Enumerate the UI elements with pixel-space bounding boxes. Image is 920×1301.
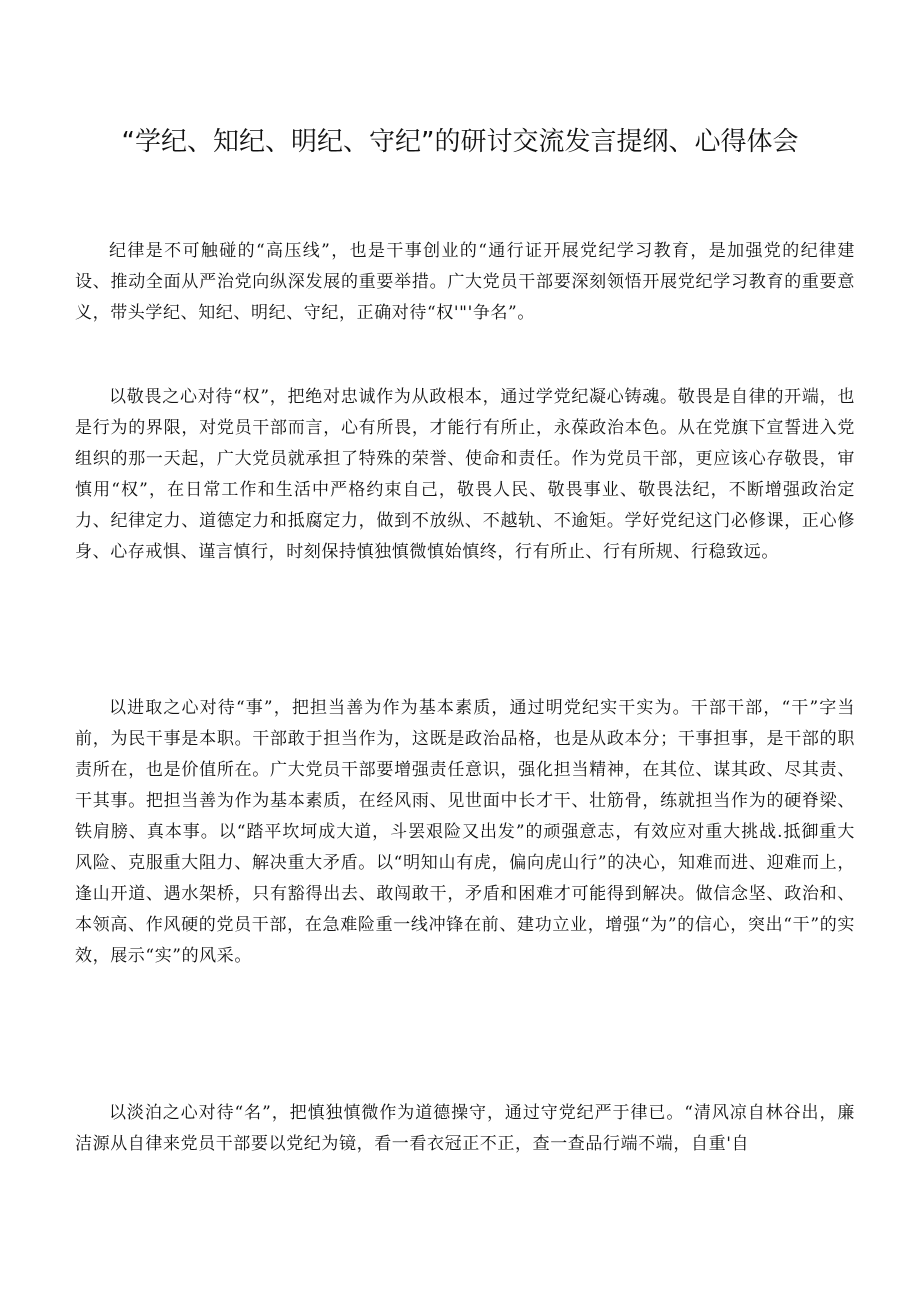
paragraph-fame: 以淡泊之心对待“名”，把慎独慎微作为道德操守，通过守党纪严于律已。“清风凉自林谷出，廉洁源从自律来党员干部要以党纪为镜，看一看衣冠正不正，查一查品行端不端，自重'自 bbox=[75, 1103, 855, 1154]
paragraph-power: 以敬畏之心对待“权”，把绝对忠诚作为从政根本，通过学党纪凝心铸魂。敬畏是自律的开端，也是行为的界限，对党员干部而言，心有所畏，才能行有所止，永葆政治本色。从在党旗下宣誓进入党组织的那一天起，广大党员就承担了特殊的荣誉、使命和责任。作为党员干部，更应该心存敬畏，审慎用“权”，在日常工作和生活中严格约束自己，敬畏人民、敬畏事业、敬畏法纪，不断增强政治定力、纪律定力、道德定力和抵腐定力，做到不放纵、不越轨、不逾矩。学好党纪这门必修课，正心修身、心存戒惧、谨言慎行，时刻保持慎独慎微慎始慎终，行有所止、行有所规、行稳致远。 bbox=[75, 387, 855, 562]
document-title: “学纪、知纪、明纪、守纪”的研讨交流发言提纲、心得体会 bbox=[121, 127, 799, 157]
paragraph-affairs: 以进取之心对待“事”，把担当善为作为基本素质，通过明党纪实干实为。干部干部，“干”字当前，为民干事是本职。干部敢于担当作为，这既是政治品格，也是从政本分；干事担事，是干部的职责所在，也是价值所在。广大党员干部要增强责任意识，强化担当精神，在其位、谋其政、尽其责、干其事。把担当善为作为基本素质，在经风雨、见世面中长才干、壮筋骨，练就担当作为的硬脊梁、铁肩膀、真本事。以“踏平坎坷成大道，斗罢艰险又出发”的顽强意志，有效应对重大挑战.抵御重大风险、克服重大阻力、解决重大矛盾。以“明知山有虎，偏向虎山行”的决心，知难而进、迎难而上，逢山开道、遇水架桥，只有豁得出去、敢闯敢干，矛盾和困难才可能得到解决。做信念坚、政治和、本领高、作风硬的党员干部，在急难险重一线冲锋在前、建功立业，增强“为”的信心，突出“干”的实效，展示“实”的风采。 bbox=[75, 698, 855, 966]
paragraph-intro: 纪律是不可触碰的“高压线”，也是干事创业的“通行证开展党纪学习教育，是加强党的纪律建设、推动全面从严治党向纵深发展的重要举措。广大党员干部要深刻领悟开展党纪学习教育的重要意义，带头学纪、知纪、明纪、守纪，正确对待“权'"'争名”。 bbox=[75, 241, 855, 323]
